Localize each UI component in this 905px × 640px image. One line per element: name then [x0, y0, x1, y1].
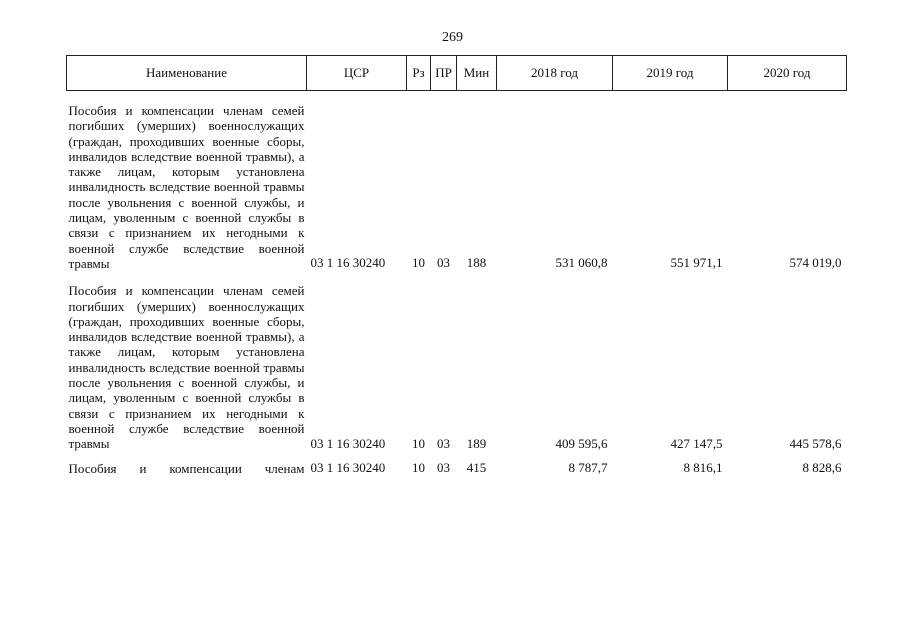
header-2018: 2018 год: [497, 56, 613, 91]
header-rz: Рз: [407, 56, 431, 91]
budget-table: [66, 55, 847, 476]
header-2020: 2020 год: [728, 56, 847, 91]
row-name: Пособия и компенсации членам: [68, 460, 305, 476]
table-row: [67, 271, 847, 451]
row-min: 415: [466, 459, 487, 475]
header-pr: ПР: [431, 56, 457, 91]
page-number: 269: [442, 30, 463, 45]
row-name: Пособия и компенсации членам семей погибших (умерших) военнослужащих (граждан, проходивших военные сборы, инвалидов вследствие военной травмы), а также лицам, которым установлена инвалидность вследствие военной травмы после увольнения с военной службы, и лицам, уволенным с военной службы в связи с признанием их негодными к военной службе вследствие военной травмы: [68, 283, 305, 452]
row-rz: 10: [412, 255, 425, 271]
row-2020: 8 828,6: [802, 459, 842, 475]
row-rz: 10: [412, 459, 425, 475]
row-2020: 574 019,0: [789, 255, 842, 271]
row-min: 188: [466, 255, 487, 271]
table-row: [67, 452, 847, 476]
row-pr: 03: [437, 255, 450, 271]
row-min: 189: [466, 435, 487, 451]
header-2019: 2019 год: [613, 56, 728, 91]
row-csr: 03 1 16 30240: [310, 435, 386, 451]
header-min: Мин: [457, 56, 497, 91]
row-2020: 445 578,6: [789, 435, 842, 451]
row-2018: 8 787,7: [568, 459, 608, 475]
row-2019: 427 147,5: [670, 435, 723, 451]
header-csr: ЦСР: [307, 56, 407, 91]
row-2019: 551 971,1: [670, 255, 723, 271]
row-csr: 03 1 16 30240: [310, 459, 386, 475]
row-rz: 10: [412, 435, 425, 451]
row-2018: 409 595,6: [555, 435, 608, 451]
table-row: [67, 91, 847, 272]
row-2019: 8 816,1: [683, 459, 723, 475]
header-name: Наименование: [67, 56, 307, 91]
row-2018: 531 060,8: [555, 255, 608, 271]
row-name: Пособия и компенсации членам семей погибших (умерших) военнослужащих (граждан, проходивших военные сборы, инвалидов вследствие военной травмы), а также лицам, которым установлена инвалидность вследствие военной травмы после увольнения с военной службы, и лицам, уволенным с военной службы в связи с признанием их негодными к военной службе вследствие военной травмы: [68, 103, 305, 271]
table-header: [67, 56, 847, 91]
row-pr: 03: [437, 435, 450, 451]
row-pr: 03: [437, 459, 450, 475]
row-csr: 03 1 16 30240: [310, 255, 386, 271]
